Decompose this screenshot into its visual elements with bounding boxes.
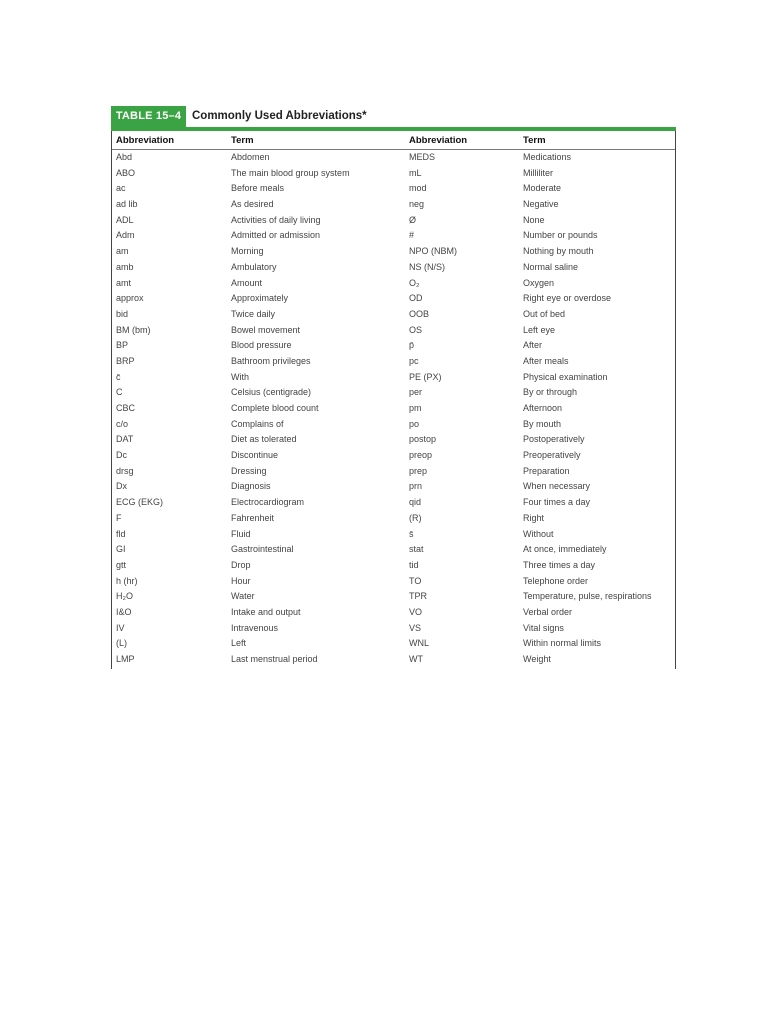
term-cell: Negative	[523, 199, 559, 210]
abbreviation-cell: CBC	[116, 403, 136, 413]
term-cell: Before meals	[231, 183, 285, 194]
table-row	[111, 323, 676, 339]
term-cell: Preoperatively	[523, 450, 581, 461]
abbreviation-cell: p̄	[409, 340, 415, 351]
term-cell: After	[523, 340, 543, 351]
abbreviation-cell: ad lib	[116, 199, 138, 210]
abbreviation-cell: H₂O	[116, 591, 133, 602]
abbreviation-cell: amt	[116, 277, 132, 288]
table-row	[111, 291, 676, 307]
term-cell: With	[231, 371, 249, 382]
abbreviation-cell: GI	[116, 544, 126, 555]
term-cell: Oxygen	[523, 277, 555, 288]
abbreviation-cell: (L)	[116, 638, 127, 649]
table-row	[111, 307, 676, 323]
abbreviation-cell: OS	[409, 324, 423, 335]
term-cell: The main blood group system	[231, 167, 350, 178]
abbreviation-cell: LMP	[116, 654, 135, 664]
abbreviation-cell: Dx	[116, 481, 127, 492]
abbreviation-cell: ac	[116, 183, 126, 194]
term-cell: Ambulatory	[231, 261, 277, 272]
abbreviations-table	[111, 106, 676, 669]
term-cell: Diet as tolerated	[231, 434, 297, 445]
table-row	[111, 605, 676, 621]
term-cell: Verbal order	[523, 606, 573, 617]
term-cell: Approximately	[231, 293, 289, 304]
abbreviation-cell: PE (PX)	[409, 371, 442, 382]
table-row	[111, 276, 676, 292]
term-cell: Right eye or overdose	[523, 293, 612, 304]
term-cell: Abdomen	[231, 152, 270, 162]
table-row	[111, 354, 676, 370]
abbreviation-cell: prn	[409, 481, 423, 492]
term-cell: Left	[231, 638, 247, 649]
abbreviation-cell: drsg	[116, 465, 134, 476]
term-cell: By mouth	[523, 418, 562, 429]
term-cell: Twice daily	[231, 308, 276, 319]
abbreviation-cell: #	[409, 230, 415, 241]
abbreviation-cell: tid	[409, 559, 419, 570]
abbreviation-cell: neg	[409, 199, 425, 210]
abbreviation-cell: Ø	[409, 214, 417, 225]
table-row	[111, 228, 676, 244]
table-caption	[111, 106, 676, 127]
term-cell: Nothing by mouth	[523, 246, 594, 257]
abbreviation-cell: prep	[409, 465, 428, 476]
abbreviation-cell: mod	[409, 183, 427, 194]
abbreviation-cell: gtt	[116, 559, 127, 570]
abbreviation-cell: O₂	[409, 277, 420, 288]
header-term-1: Term	[231, 135, 254, 146]
abbreviation-cell: TPR	[409, 591, 427, 602]
table-row	[111, 370, 676, 386]
term-cell: Afternoon	[523, 403, 563, 413]
abbreviation-cell: am	[116, 246, 129, 257]
abbreviation-cell: approx	[116, 293, 144, 304]
abbreviation-cell: I&O	[116, 606, 132, 617]
table-row	[111, 527, 676, 543]
term-cell: Dressing	[231, 465, 267, 476]
header-abbreviation-2: Abbreviation	[409, 135, 468, 146]
abbreviation-cell: DAT	[116, 434, 134, 445]
abbreviation-cell: C	[116, 387, 123, 398]
term-cell: Postoperatively	[523, 434, 585, 445]
abbreviation-cell: c̄	[116, 371, 121, 382]
abbreviation-cell: amb	[116, 261, 134, 272]
term-cell: Number or pounds	[523, 230, 598, 241]
term-cell: Fluid	[231, 528, 251, 539]
term-cell: Admitted or admission	[231, 230, 321, 241]
table-row	[111, 417, 676, 433]
table-row	[111, 166, 676, 182]
abbreviation-cell: po	[409, 418, 420, 429]
abbreviation-cell: TO	[409, 575, 422, 586]
abbreviation-cell: F	[116, 512, 122, 523]
table-row	[111, 464, 676, 480]
term-cell: Telephone order	[523, 575, 589, 586]
term-cell: When necessary	[523, 481, 591, 492]
table-row	[111, 213, 676, 229]
table-row	[111, 479, 676, 495]
table-row	[111, 636, 676, 652]
term-cell: Right	[523, 512, 545, 523]
abbreviation-cell: ECG (EKG)	[116, 497, 164, 508]
table-row	[111, 511, 676, 527]
term-cell: Activities of daily living	[231, 214, 321, 225]
term-cell: Within normal limits	[523, 638, 602, 649]
abbreviation-cell: c/o	[116, 418, 129, 429]
table-row	[111, 558, 676, 574]
abbreviation-cell: Dc	[116, 450, 127, 461]
term-cell: Without	[523, 528, 554, 539]
term-cell: As desired	[231, 199, 274, 210]
term-cell: Intravenous	[231, 622, 279, 633]
abbreviation-cell: BM (bm)	[116, 324, 151, 335]
term-cell: Water	[231, 591, 255, 602]
term-cell: Vital signs	[523, 622, 564, 633]
table-row	[111, 181, 676, 197]
abbreviation-cell: fld	[116, 528, 126, 539]
table-row	[111, 401, 676, 417]
abbreviation-cell: ADL	[116, 214, 134, 225]
table-row	[111, 574, 676, 590]
abbreviation-cell: (R)	[409, 512, 422, 523]
abbreviation-cell: WNL	[409, 638, 429, 649]
abbreviation-cell: Adm	[116, 230, 135, 241]
term-cell: Hour	[231, 575, 251, 586]
term-cell: After meals	[523, 355, 569, 366]
table-row	[111, 432, 676, 448]
abbreviation-cell: stat	[409, 544, 424, 555]
abbreviation-cell: NPO (NBM)	[409, 246, 457, 257]
table-left-border	[111, 131, 112, 669]
term-cell: Last menstrual period	[231, 654, 318, 664]
abbreviation-cell: VO	[409, 606, 423, 617]
term-cell: Moderate	[523, 183, 562, 194]
term-cell: Physical examination	[523, 371, 608, 382]
abbreviation-cell: preop	[409, 450, 433, 461]
table-number-badge: TABLE 15–4	[111, 106, 186, 127]
table-row	[111, 150, 676, 166]
term-cell: Diagnosis	[231, 481, 271, 492]
term-cell: Bathroom privileges	[231, 355, 311, 366]
abbreviation-cell: ABO	[116, 167, 136, 178]
table-row	[111, 542, 676, 558]
term-cell: At once, immediately	[523, 544, 607, 555]
table-row	[111, 338, 676, 354]
term-cell: Celsius (centigrade)	[231, 387, 312, 398]
term-cell: None	[523, 214, 545, 225]
abbreviation-cell: pc	[409, 355, 419, 366]
term-cell: Medications	[523, 152, 572, 162]
abbreviation-cell: postop	[409, 434, 437, 445]
abbreviation-cell: OD	[409, 293, 423, 304]
table-row	[111, 244, 676, 260]
term-cell: Gastrointestinal	[231, 544, 294, 555]
abbreviation-cell: NS (N/S)	[409, 261, 445, 272]
abbreviation-cell: WT	[409, 654, 423, 664]
term-cell: Drop	[231, 559, 251, 570]
term-cell: Out of bed	[523, 308, 566, 319]
abbreviation-cell: Abd	[116, 152, 133, 162]
term-cell: Left eye	[523, 324, 556, 335]
table-row	[111, 197, 676, 213]
table-title: Commonly Used Abbreviations*	[192, 110, 367, 122]
table-row	[111, 385, 676, 401]
abbreviation-cell: OOB	[409, 308, 430, 319]
table-body	[111, 150, 676, 669]
abbreviation-cell: h (hr)	[116, 575, 138, 586]
term-cell: Bowel movement	[231, 324, 301, 335]
term-cell: Normal saline	[523, 261, 579, 272]
table-row	[111, 652, 676, 668]
term-cell: Weight	[523, 654, 551, 664]
abbreviation-cell: IV	[116, 622, 125, 633]
abbreviation-cell: MEDS	[409, 152, 436, 162]
abbreviation-cell: bid	[116, 308, 129, 319]
table-row	[111, 589, 676, 605]
table-row	[111, 495, 676, 511]
column-headers	[111, 131, 676, 150]
term-cell: Complete blood count	[231, 403, 319, 413]
abbreviation-cell: VS	[409, 622, 422, 633]
term-cell: Morning	[231, 246, 264, 257]
term-cell: Intake and output	[231, 606, 301, 617]
term-cell: Complains of	[231, 418, 284, 429]
abbreviation-cell: mL	[409, 167, 422, 178]
term-cell: Fahrenheit	[231, 512, 275, 523]
term-cell: Preparation	[523, 465, 570, 476]
term-cell: Temperature, pulse, respirations	[523, 591, 652, 602]
term-cell: Milliliter	[523, 167, 553, 178]
term-cell: Amount	[231, 277, 263, 288]
abbreviation-cell: BP	[116, 340, 129, 351]
abbreviation-cell: BRP	[116, 355, 135, 366]
table-row	[111, 448, 676, 464]
abbreviation-cell: pm	[409, 403, 422, 413]
term-cell: By or through	[523, 387, 578, 398]
term-cell: Three times a day	[523, 559, 596, 570]
term-cell: Blood pressure	[231, 340, 292, 351]
table-row	[111, 260, 676, 276]
abbreviation-cell: qid	[409, 497, 422, 508]
table-right-border	[675, 131, 676, 669]
term-cell: Four times a day	[523, 497, 591, 508]
abbreviation-cell: s̄	[409, 528, 414, 539]
header-abbreviation-1: Abbreviation	[116, 135, 175, 146]
term-cell: Discontinue	[231, 450, 279, 461]
abbreviation-cell: per	[409, 387, 423, 398]
table-row	[111, 621, 676, 637]
header-term-2: Term	[523, 135, 546, 146]
term-cell: Electrocardiogram	[231, 497, 305, 508]
